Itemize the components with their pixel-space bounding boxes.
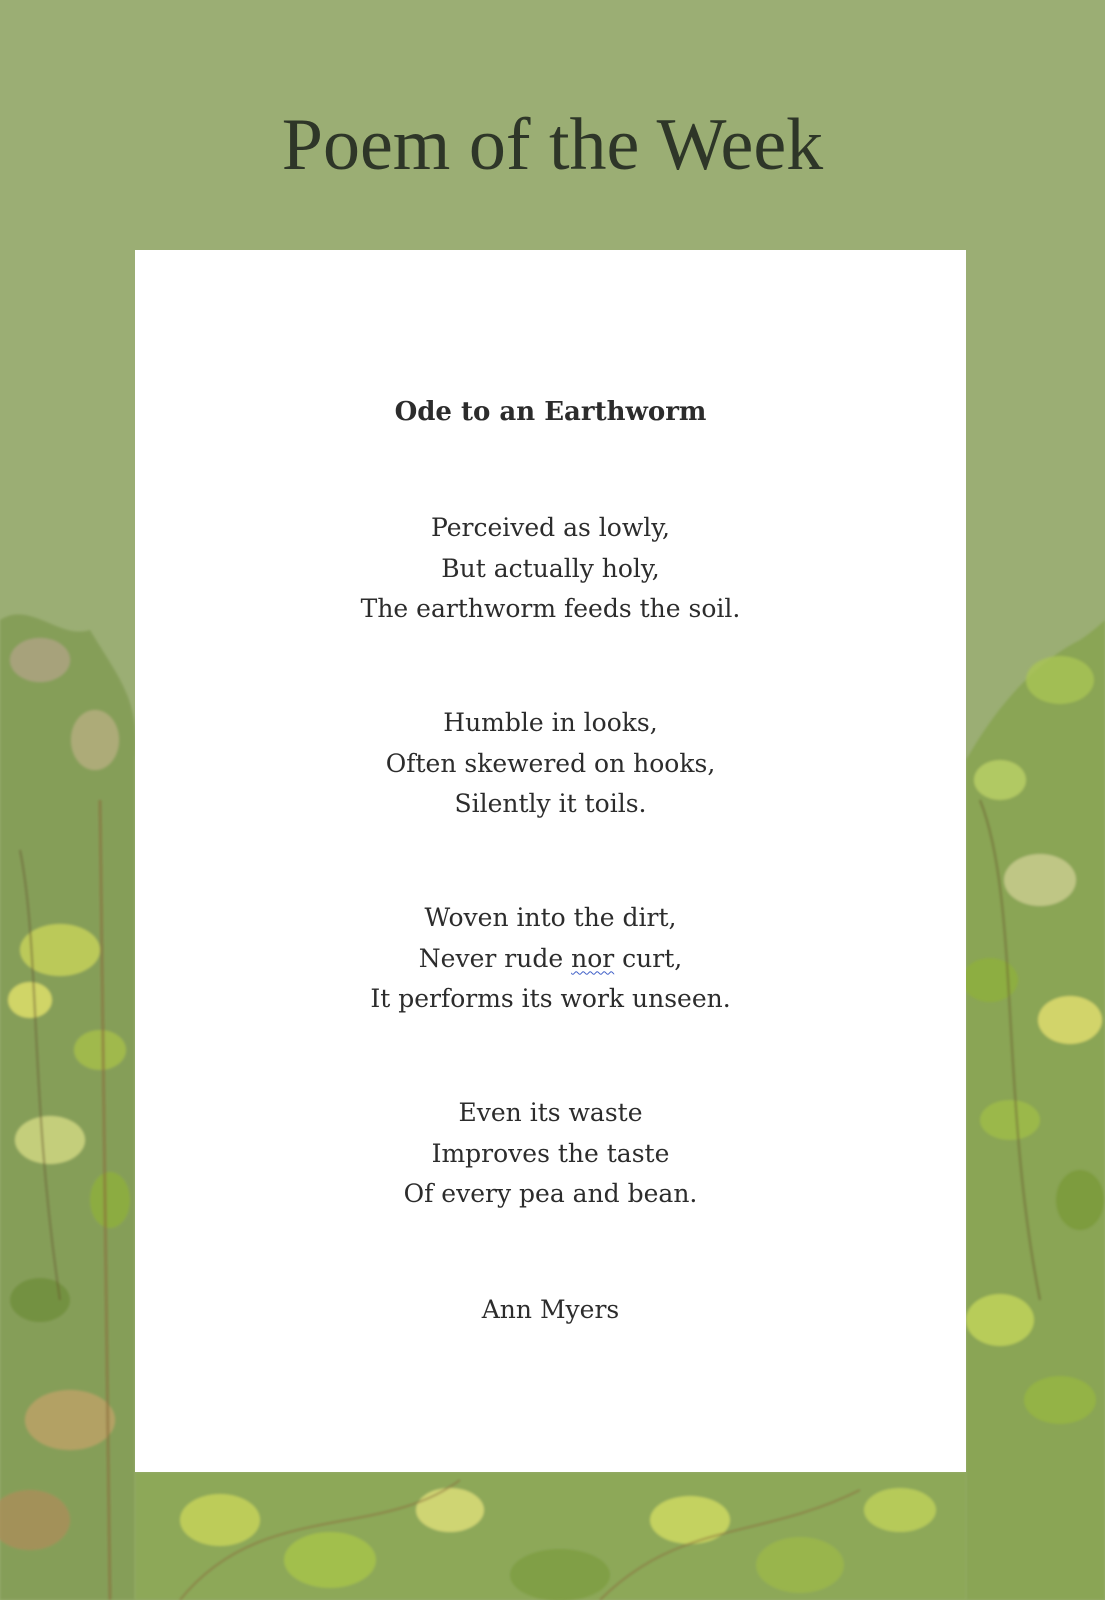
poem-line: Often skewered on hooks,	[385, 748, 716, 778]
stanza-3	[135, 898, 966, 1020]
poem-line: But actually holy,	[441, 553, 660, 583]
poem-line	[135, 939, 966, 980]
poem-line: The earthworm feeds the soil.	[360, 594, 741, 623]
poem-line: Even its waste	[458, 1098, 643, 1127]
poem-line: It performs its work unseen.	[370, 984, 731, 1013]
poem-line-part: Never rude	[418, 943, 572, 973]
poem-title: Ode to an Earthworm	[394, 397, 707, 427]
stanza-2	[135, 703, 966, 825]
poem-line: Humble in looks,	[443, 708, 658, 737]
poem-line: Improves the taste	[431, 1138, 670, 1168]
stanza-1	[135, 508, 966, 630]
stanza-4	[135, 1093, 966, 1215]
foliage-bottom	[135, 1472, 966, 1600]
spellcheck-flagged-word[interactable]: nor	[571, 943, 615, 973]
poem-card	[135, 250, 966, 1472]
foliage-right	[962, 620, 1105, 1600]
foliage-left	[0, 614, 136, 1600]
poem-line: Woven into the dirt,	[424, 903, 677, 932]
page-title: Poem of the Week	[281, 104, 824, 186]
poem-line: Perceived as lowly,	[431, 513, 670, 542]
poem-line: Of every pea and bean.	[403, 1179, 698, 1208]
poem-line: Silently it toils.	[454, 789, 647, 818]
poem-line-part: curt,	[614, 943, 683, 973]
poem-author: Ann Myers	[481, 1295, 620, 1324]
